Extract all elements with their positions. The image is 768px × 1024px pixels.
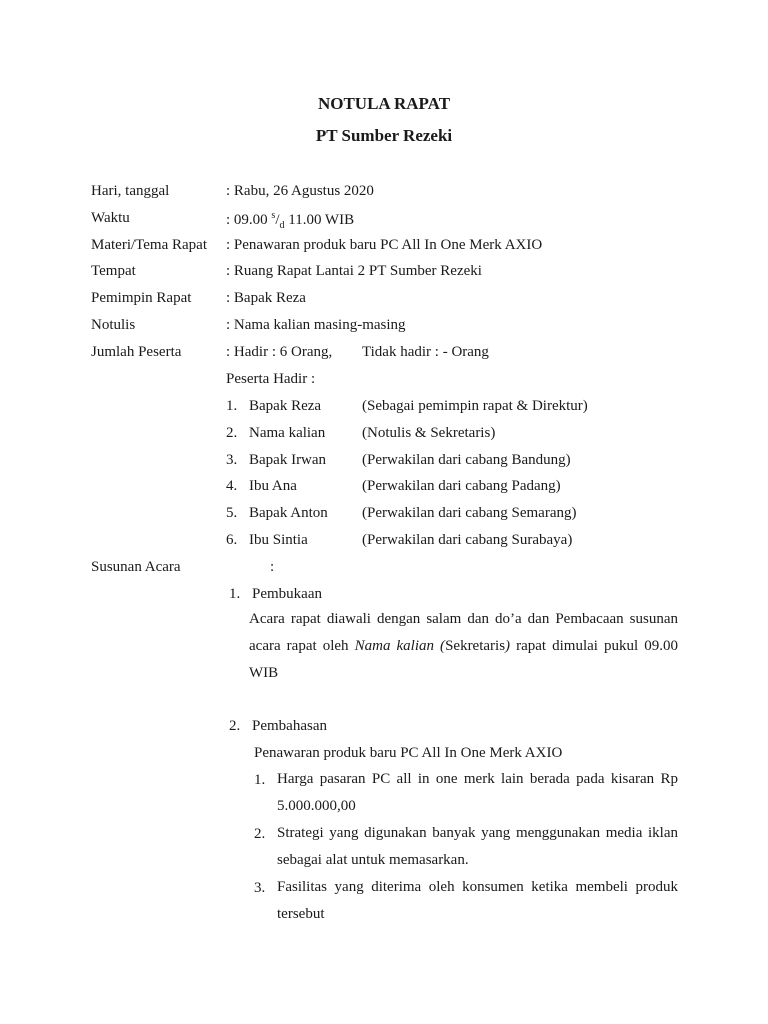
attendee-role: (Perwakilan dari cabang Surabaya) (362, 532, 573, 548)
discussion-point-text: Harga pasaran PC all in one merk lain berada pada kisaran Rp 5.000.000,00 (277, 771, 678, 814)
opening-text-italic: Nama kalian ( (354, 638, 446, 654)
agenda-item-number: 2. (229, 718, 241, 734)
agenda-item-description (249, 606, 678, 687)
detail-label: Tempat (91, 263, 136, 279)
time-start: : 09.00 (226, 212, 272, 228)
time-sup: s (271, 210, 276, 221)
attendee-number: 6. (226, 532, 238, 548)
detail-row-leader (91, 290, 691, 310)
attendee-name: Ibu Sintia (249, 532, 308, 548)
document-subtitle: PT Sumber Rezeki (315, 126, 453, 145)
detail-value (226, 210, 354, 231)
attendee-number: 2. (226, 425, 238, 441)
detail-value-present: : Hadir : 6 Orang, (226, 344, 333, 360)
agenda-item-title: Pembahasan (252, 718, 327, 734)
attendee-number: 4. (226, 478, 238, 494)
document-title: NOTULA RAPAT (317, 94, 451, 113)
opening-text-c: rapat dimulai pukul 09.00 WIB (249, 638, 678, 681)
attendee-role: (Sebagai pemimpin rapat & Direktur) (362, 398, 588, 414)
detail-row-place (91, 263, 691, 283)
opening-text-italic2: ) (505, 638, 511, 654)
discussion-point-number: 1. (254, 772, 266, 788)
attendee-name: Bapak Anton (249, 505, 328, 521)
attendees-heading: Peserta Hadir : (226, 371, 316, 387)
detail-row-topic (91, 237, 691, 257)
attendee-number: 3. (226, 452, 238, 468)
opening-text-a: Acara rapat diawali dengan salam dan do’a dan Pembacaan susunan acara rapat oleh (249, 611, 678, 654)
agenda-item-title: Pembukaan (252, 586, 322, 602)
detail-value: : Nama kalian masing-masing (226, 317, 406, 333)
detail-value: : Bapak Reza (226, 290, 306, 306)
detail-value: : Penawaran produk baru PC All In One Merk AXIO (226, 237, 543, 253)
detail-row-date (91, 183, 691, 203)
detail-label: Pemimpin Rapat (91, 290, 192, 306)
time-sub: d (279, 220, 285, 231)
detail-label: Hari, tanggal (91, 183, 170, 199)
time-slash: / (275, 212, 280, 228)
attendee-name: Ibu Ana (249, 478, 297, 494)
discussion-point-text: Fasilitas yang diterima oleh konsumen ketika membeli produk tersebut (277, 879, 678, 922)
attendee-name: Nama kalian (249, 425, 326, 441)
attendee-name: Bapak Reza (249, 398, 322, 414)
agenda-label: Susunan Acara (91, 559, 181, 575)
detail-row-participants (91, 344, 691, 364)
detail-label: Notulis (91, 317, 136, 333)
attendee-role: (Perwakilan dari cabang Padang) (362, 478, 561, 494)
attendee-role: (Perwakilan dari cabang Semarang) (362, 505, 577, 521)
detail-row-notetaker (91, 317, 691, 337)
attendee-number: 1. (226, 398, 238, 414)
detail-value: : Ruang Rapat Lantai 2 PT Sumber Rezeki (226, 263, 482, 279)
detail-value-absent: Tidak hadir : - Orang (362, 344, 489, 360)
agenda-item-number: 1. (229, 586, 241, 602)
detail-row-time (91, 210, 691, 230)
detail-label: Waktu (91, 210, 130, 226)
agenda-item-subtitle: Penawaran produk baru PC All In One Merk AXIO (254, 745, 563, 761)
attendee-role: (Perwakilan dari cabang Bandung) (362, 452, 571, 468)
attendee-name: Bapak Irwan (249, 452, 327, 468)
detail-label: Materi/Tema Rapat (91, 237, 207, 253)
attendee-number: 5. (226, 505, 238, 521)
discussion-point-number: 2. (254, 826, 266, 842)
detail-value: : Rabu, 26 Agustus 2020 (226, 183, 374, 199)
discussion-point-text: Strategi yang digunakan banyak yang menggunakan media iklan sebagai alat untuk memasarkan. (277, 825, 678, 868)
attendee-role: (Notulis & Sekretaris) (362, 425, 496, 441)
time-end: 11.00 WIB (284, 212, 355, 228)
detail-label: Jumlah Peserta (91, 344, 182, 360)
opening-text-b: Sekretaris (445, 638, 506, 654)
agenda-colon: : (270, 559, 275, 575)
discussion-point-number: 3. (254, 880, 266, 896)
